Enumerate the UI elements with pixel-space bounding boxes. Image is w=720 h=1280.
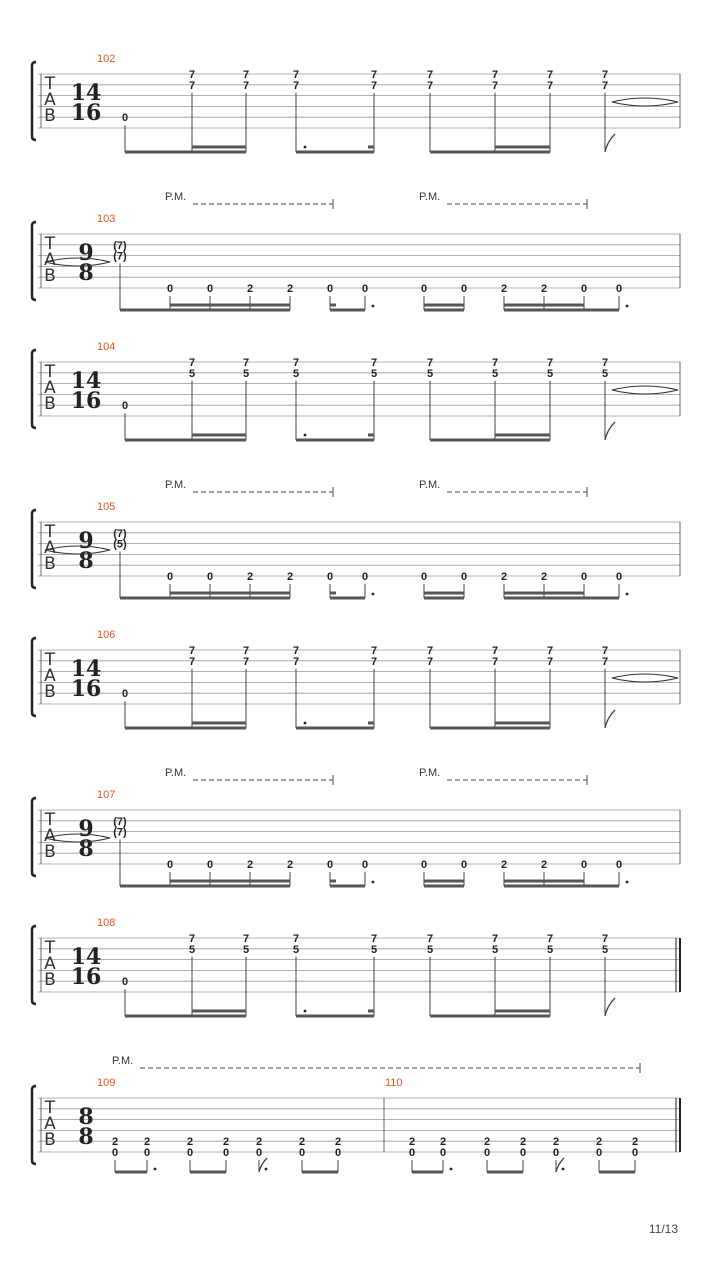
fret-number: 5 [601, 943, 609, 956]
fret-number: 0 [166, 859, 174, 871]
fret-number: 7 [242, 79, 250, 92]
fret-number: 7 [292, 645, 300, 657]
fret-number: 2 [143, 1136, 151, 1149]
fret-number: 5 [370, 367, 378, 380]
time-signature-top: 8 [78, 1104, 94, 1130]
fret-number: 7 [601, 645, 609, 657]
fret-number: 7 [546, 357, 554, 369]
fret-number: 0 [580, 859, 588, 871]
fret-number: 2 [286, 571, 294, 583]
fret-number: 5 [546, 943, 554, 956]
fret-number: 0 [326, 859, 334, 871]
dot [626, 593, 629, 596]
fret-number: (7) [113, 815, 127, 828]
fret-number: 7 [491, 357, 499, 369]
fret-number: 2 [519, 1136, 527, 1149]
tab-system [32, 767, 680, 886]
fret-number: 0 [552, 1147, 560, 1159]
fret-number: 5 [292, 943, 300, 956]
fret-number: 5 [292, 367, 300, 380]
fret-number: 7 [242, 933, 250, 945]
fret-number: 5 [601, 367, 609, 380]
fret-number: (7) [113, 527, 127, 540]
tab-system [32, 917, 680, 1016]
fret-number: 0 [166, 283, 174, 295]
tab-clef-letter: A [44, 826, 56, 846]
fret-number: 7 [370, 655, 378, 668]
fret-number: 0 [186, 1147, 194, 1159]
fret-number: 7 [426, 79, 434, 92]
tab-clef-letter: T [44, 522, 56, 542]
fret-number: 2 [246, 283, 254, 295]
fret-number: 7 [491, 79, 499, 92]
palm-mute-label: P.M. [112, 1055, 134, 1067]
fret-number: 2 [246, 859, 254, 871]
tie-arc [612, 386, 678, 394]
fret-number: 7 [426, 933, 434, 945]
dot [626, 881, 629, 884]
note-flag [605, 998, 615, 1016]
fret-number: 7 [188, 357, 196, 369]
time-signature-top: 14 [70, 80, 102, 106]
fret-number: 5 [188, 943, 196, 956]
fret-number: 7 [188, 655, 196, 668]
dot [304, 722, 307, 725]
tie-arc [612, 98, 678, 106]
tab-system [32, 479, 680, 598]
measure-number: 104 [97, 341, 116, 353]
fret-number: 2 [552, 1136, 560, 1149]
dot [372, 881, 375, 884]
tab-clef-letter: T [44, 1098, 56, 1118]
tab-clef-letter: A [44, 90, 56, 110]
fret-number: 2 [483, 1136, 491, 1149]
time-signature-top: 9 [78, 816, 94, 842]
tab-clef-letter: B [44, 266, 56, 286]
fret-number: 7 [292, 933, 300, 945]
measure-number: 102 [97, 53, 116, 65]
fret-number: 2 [500, 571, 508, 583]
fret-number: (5) [113, 538, 127, 551]
fret-number: 0 [166, 571, 174, 583]
measure-number: 107 [97, 789, 116, 801]
dot [304, 1010, 307, 1013]
measure-number: 110 [385, 1077, 403, 1089]
fret-number: 0 [361, 571, 369, 583]
fret-number: 7 [426, 357, 434, 369]
fret-number: 5 [426, 943, 434, 956]
fret-number: 0 [631, 1147, 639, 1159]
tab-clef-letter: T [44, 650, 56, 670]
fret-number: 7 [370, 933, 378, 945]
time-signature-top: 14 [70, 368, 102, 394]
system-bracket [32, 510, 36, 588]
fret-number: 7 [292, 79, 300, 92]
fret-number: 0 [408, 1147, 416, 1159]
fret-number: 7 [188, 933, 196, 945]
fret-number: 0 [615, 283, 623, 295]
fret-number: 0 [206, 283, 214, 295]
fret-number: (7) [113, 826, 127, 839]
fret-number: 2 [595, 1136, 603, 1149]
fret-number: (7) [113, 239, 127, 252]
tab-clef-letter: B [44, 682, 56, 702]
time-signature-bottom: 8 [78, 260, 94, 286]
fret-number: 7 [491, 655, 499, 668]
system-bracket [32, 926, 36, 1004]
fret-number: 0 [326, 571, 334, 583]
fret-number: 0 [615, 859, 623, 871]
time-signature-bottom: 16 [70, 676, 102, 702]
fret-number: 2 [500, 859, 508, 871]
tab-clef-letter: A [44, 1114, 56, 1134]
note-flag [605, 134, 615, 152]
fret-number: 0 [206, 859, 214, 871]
fret-number: 0 [222, 1147, 230, 1159]
fret-number: 7 [426, 69, 434, 81]
fret-number: 2 [286, 283, 294, 295]
tab-clef-letter: B [44, 1130, 56, 1150]
fret-number: 2 [408, 1136, 416, 1149]
fret-number: 7 [546, 933, 554, 945]
fret-number: 2 [111, 1136, 119, 1149]
tab-clef-letter: B [44, 394, 56, 414]
fret-number: 7 [188, 69, 196, 81]
system-bracket [32, 350, 36, 428]
tab-system [32, 629, 680, 728]
fret-number: 0 [206, 571, 214, 583]
fret-number: 7 [601, 69, 609, 81]
fret-number: 0 [420, 571, 428, 583]
fret-number: 2 [298, 1136, 306, 1149]
fret-number: (7) [113, 250, 127, 263]
time-signature-bottom: 16 [70, 388, 102, 414]
fret-number: 0 [420, 859, 428, 871]
fret-number: 0 [615, 571, 623, 583]
time-signature-bottom: 8 [78, 836, 94, 862]
fret-number: 0 [326, 283, 334, 295]
dot [265, 1168, 268, 1171]
tab-clef-letter: B [44, 106, 56, 126]
tab-clef-letter: T [44, 74, 56, 94]
fret-number: 7 [370, 645, 378, 657]
dot [450, 1168, 453, 1171]
fret-number: 7 [242, 655, 250, 668]
dot [562, 1168, 565, 1171]
fret-number: 7 [242, 645, 250, 657]
palm-mute-label: P.M. [419, 191, 441, 203]
fret-number: 2 [334, 1136, 342, 1149]
measure-number: 108 [97, 917, 116, 929]
fret-number: 0 [595, 1147, 603, 1159]
fret-number: 0 [361, 859, 369, 871]
fret-number: 5 [491, 943, 499, 956]
fret-number: 2 [286, 859, 294, 871]
fret-number: 0 [111, 1147, 119, 1159]
fret-number: 5 [491, 367, 499, 380]
fret-number: 5 [242, 367, 250, 380]
fret-number: 7 [370, 79, 378, 92]
note-flag [605, 422, 615, 440]
fret-number: 0 [334, 1147, 342, 1159]
measure-number: 105 [97, 501, 116, 513]
fret-number: 7 [242, 69, 250, 81]
fret-number: 7 [546, 655, 554, 668]
fret-number: 5 [426, 367, 434, 380]
fret-number: 0 [298, 1147, 306, 1159]
tab-system [32, 1055, 680, 1172]
dot [154, 1168, 157, 1171]
measure-number: 103 [97, 213, 116, 225]
palm-mute-label: P.M. [165, 191, 187, 203]
time-signature-bottom: 16 [70, 100, 102, 126]
time-signature-top: 9 [78, 240, 94, 266]
fret-number: 7 [426, 655, 434, 668]
fret-number: 2 [500, 283, 508, 295]
measure-number: 109 [97, 1077, 116, 1089]
palm-mute-label: P.M. [419, 767, 441, 779]
fret-number: 2 [540, 283, 548, 295]
fret-number: 7 [601, 79, 609, 92]
tie-arc [612, 674, 678, 682]
fret-number: 0 [580, 571, 588, 583]
fret-number: 0 [483, 1147, 491, 1159]
fret-number: 5 [370, 943, 378, 956]
fret-number: 7 [292, 357, 300, 369]
palm-mute-label: P.M. [419, 479, 441, 491]
fret-number: 2 [186, 1136, 194, 1149]
tab-clef-letter: T [44, 810, 56, 830]
tab-system [32, 191, 680, 310]
tab-clef-letter: A [44, 666, 56, 686]
page-number: 11/13 [648, 1222, 678, 1236]
fret-number: 5 [188, 367, 196, 380]
time-signature-bottom: 16 [70, 964, 102, 990]
fret-number: 7 [491, 69, 499, 81]
palm-mute-label: P.M. [165, 767, 187, 779]
fret-number: 7 [292, 69, 300, 81]
fret-number: 0 [460, 283, 468, 295]
tab-clef-letter: A [44, 378, 56, 398]
tab-clef-letter: A [44, 538, 56, 558]
fret-number: 2 [246, 571, 254, 583]
fret-number: 7 [601, 357, 609, 369]
fret-number: 5 [242, 943, 250, 956]
fret-number: 0 [121, 112, 129, 125]
fret-number: 7 [491, 933, 499, 945]
tab-system [32, 53, 680, 152]
measure-number: 106 [97, 629, 116, 641]
fret-number: 0 [460, 859, 468, 871]
fret-number: 2 [439, 1136, 447, 1149]
fret-number: 0 [580, 283, 588, 295]
fret-number: 7 [370, 357, 378, 369]
system-bracket [32, 638, 36, 716]
dot [372, 305, 375, 308]
fret-number: 0 [121, 688, 129, 701]
fret-number: 0 [519, 1147, 527, 1159]
fret-number: 7 [601, 655, 609, 668]
tab-clef-letter: A [44, 250, 56, 270]
fret-number: 5 [546, 367, 554, 380]
tab-clef-letter: B [44, 970, 56, 990]
tab-clef-letter: T [44, 938, 56, 958]
system-bracket [32, 1086, 36, 1164]
fret-number: 7 [188, 645, 196, 657]
tab-clef-letter: B [44, 554, 56, 574]
dot [304, 146, 307, 149]
fret-number: 7 [426, 645, 434, 657]
fret-number: 2 [540, 571, 548, 583]
fret-number: 7 [546, 645, 554, 657]
time-signature-top: 9 [78, 528, 94, 554]
dot [626, 305, 629, 308]
fret-number: 7 [601, 933, 609, 945]
fret-number: 7 [188, 79, 196, 92]
note-flag [605, 710, 615, 728]
fret-number: 0 [420, 283, 428, 295]
time-signature-top: 14 [70, 944, 102, 970]
fret-number: 7 [242, 357, 250, 369]
dot [304, 434, 307, 437]
fret-number: 7 [546, 69, 554, 81]
tab-clef-letter: T [44, 234, 56, 254]
fret-number: 7 [491, 645, 499, 657]
fret-number: 7 [370, 69, 378, 81]
fret-number: 2 [631, 1136, 639, 1149]
fret-number: 0 [439, 1147, 447, 1159]
fret-number: 2 [540, 859, 548, 871]
system-bracket [32, 62, 36, 140]
fret-number: 0 [143, 1147, 151, 1159]
tab-clef-letter: T [44, 362, 56, 382]
time-signature-top: 14 [70, 656, 102, 682]
tab-clef-letter: A [44, 954, 56, 974]
system-bracket [32, 798, 36, 876]
tab-system [32, 341, 680, 440]
system-bracket [32, 222, 36, 300]
fret-number: 7 [546, 79, 554, 92]
fret-number: 7 [292, 655, 300, 668]
fret-number: 2 [222, 1136, 230, 1149]
fret-number: 0 [121, 400, 129, 413]
fret-number: 2 [255, 1136, 263, 1149]
time-signature-bottom: 8 [78, 1124, 94, 1150]
fret-number: 0 [460, 571, 468, 583]
fret-number: 0 [255, 1147, 263, 1159]
tab-clef-letter: B [44, 842, 56, 862]
fret-number: 0 [121, 976, 129, 989]
dot [372, 593, 375, 596]
time-signature-bottom: 8 [78, 548, 94, 574]
palm-mute-label: P.M. [165, 479, 187, 491]
fret-number: 0 [361, 283, 369, 295]
